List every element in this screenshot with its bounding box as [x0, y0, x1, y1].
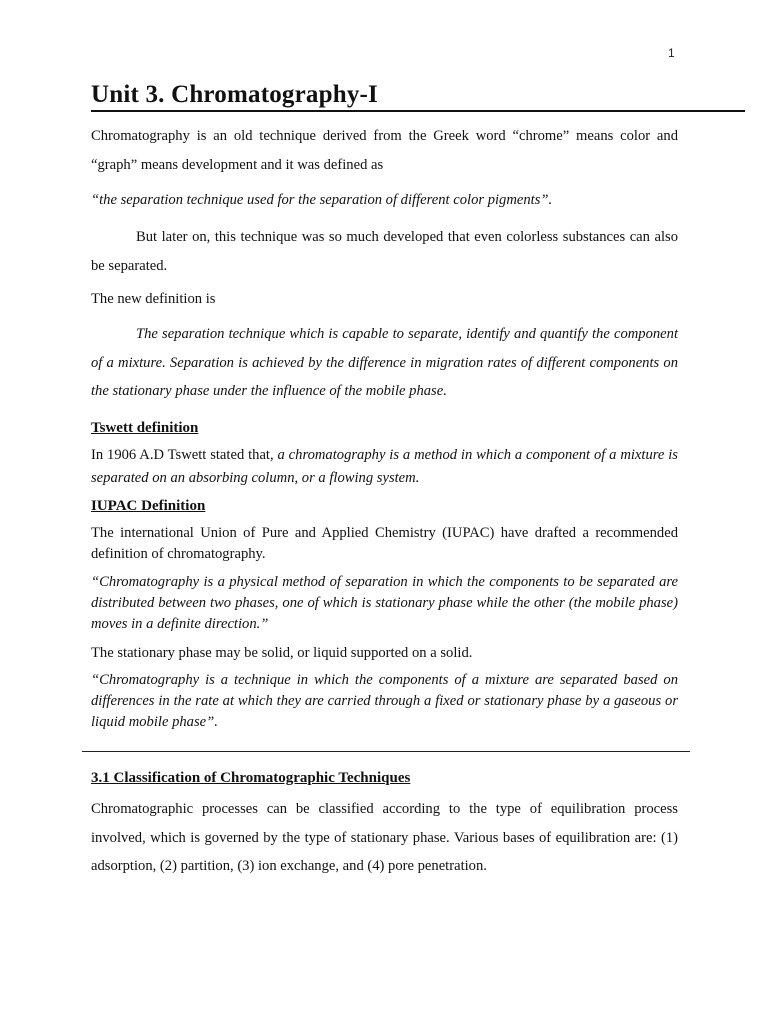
tswett-lead: In 1906 A.D Tswett stated that, [91, 447, 278, 463]
iupac-quote-2: “Chromatography is a technique in which the components of a mixture are separated based on differences in the rate at which they are carried through a fixed or stationary phase by a gaseous or liquid mobile phase”. [91, 672, 678, 730]
tswett-definition: a chromatography is a method in which a component of a mixture is separated on an absorbing column, or a flowing system. [91, 447, 678, 486]
iupac-paragraph: The international Union of Pure and Applied Chemistry (IUPAC) have drafted a recommended definition of chromatography. [91, 525, 678, 562]
new-definition-lead: The new definition is [91, 291, 216, 307]
stationary-phase-paragraph: The stationary phase may be solid, or liquid supported on a solid. [91, 645, 473, 661]
tswett-heading: Tswett definition [91, 420, 199, 436]
intro-paragraph: Chromatography is an old technique derived from the Greek word “chrome” means color and “graph” means development and it was defined as [91, 128, 678, 173]
section-3-1-heading: 3.1 Classification of Chromatographic Techniques [91, 770, 411, 786]
tswett-paragraph [91, 444, 678, 490]
intro-quote: “the separation technique used for the separation of different color pigments”. [91, 192, 553, 208]
section-divider [82, 751, 690, 752]
page-title: Unit 3. Chromatography-I [91, 80, 745, 112]
section-3-1-paragraph: Chromatographic processes can be classified according to the type of equilibration process involved, which is governed by the type of stationary phase. Various bases of equilibration are: (1) adsorption, (2) partition, (3) ion exchange, and (4) pore penetration. [91, 801, 678, 874]
iupac-heading: IUPAC Definition [91, 498, 206, 514]
iupac-quote-1: “Chromatography is a physical method of separation in which the components to be separated are distributed between two phases, one of which is stationary phase while the other (the mobile phase) moves in a definite direction.” [91, 574, 678, 632]
page-number: 1 [668, 46, 675, 60]
later-paragraph: But later on, this technique was so much developed that even colorless substances can also be separated. [91, 229, 678, 274]
new-definition-text: The separation technique which is capable to separate, identify and quantify the component of a mixture. Separation is achieved by the difference in migration rates of different components on the stationary phase under the influence of the mobile phase. [91, 326, 678, 399]
